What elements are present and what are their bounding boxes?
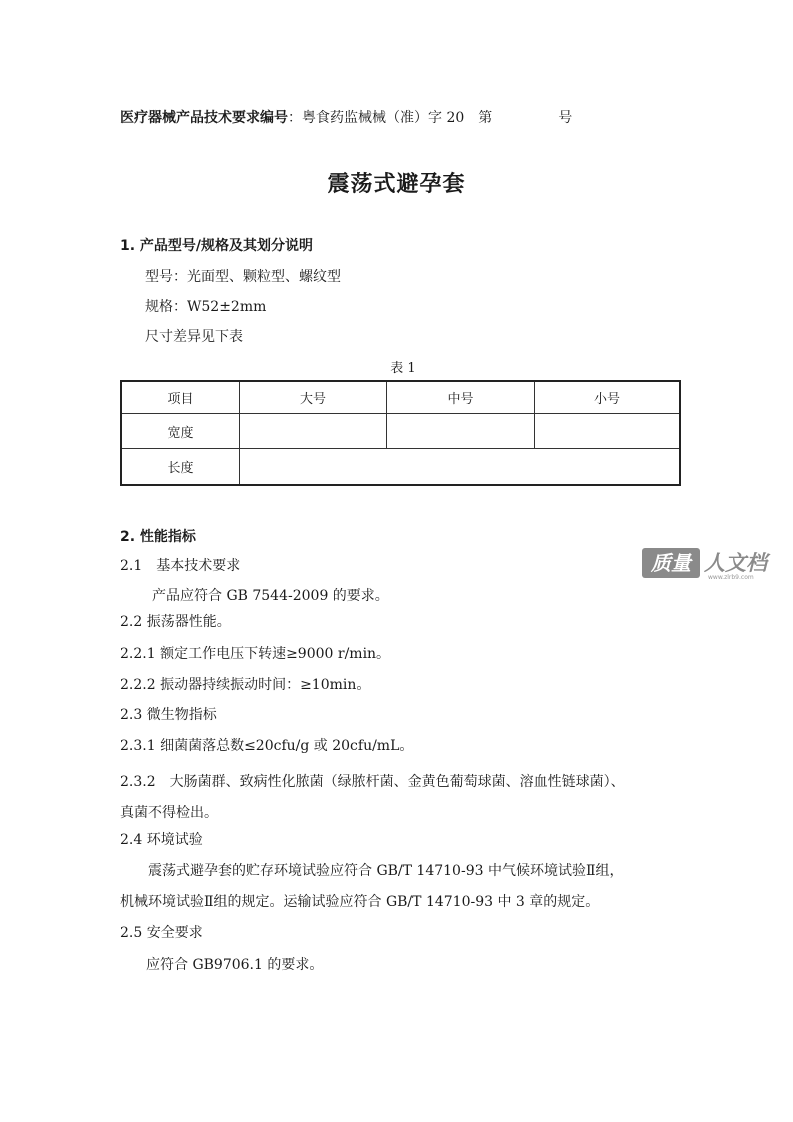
table-caption: 表 1 <box>390 361 416 376</box>
table-header-row <box>121 381 680 414</box>
document-title: 震荡式避孕套 <box>327 172 466 197</box>
text-line: 2.3 微生物指标 <box>120 707 217 723</box>
table-header-cell: 中号 <box>387 381 535 414</box>
text-line: 震荡式避孕套的贮存环境试验应符合 GB/T 14710-93 中气候环境试验Ⅱ组， <box>148 863 624 879</box>
text-line: 2.3.2 大肠菌群、致病性化脓菌（绿脓杆菌、金黄色葡萄球菌、溶血性链球菌）、 <box>120 774 625 790</box>
size-table <box>120 380 681 486</box>
spec-line: 规格：W52±2mm <box>145 299 267 315</box>
table-note: 尺寸差异见下表 <box>145 329 243 345</box>
header-colon: ： <box>288 110 302 126</box>
table-header-cell: 小号 <box>535 381 681 414</box>
technical-requirement-number <box>120 107 572 127</box>
watermark-text: 人文档 <box>704 551 767 575</box>
text-line: 产品应符合 GB 7544-2009 的要求。 <box>152 588 389 604</box>
text-line: 2.2.2 振动器持续振动时间：≥10min。 <box>120 677 371 693</box>
watermark-box: 质量 <box>642 548 700 578</box>
text-line: 应符合 GB9706.1 的要求。 <box>146 957 324 973</box>
text-line: 2.5 安全要求 <box>120 925 203 941</box>
table-header-cell: 大号 <box>240 381 387 414</box>
section-1-heading: 1. 产品型号/规格及其划分说明 <box>120 238 314 254</box>
watermark-url: www.zlrb9.com <box>708 574 754 581</box>
text-line: 2.1 基本技术要求 <box>120 558 241 574</box>
text-line: 2.2.1 额定工作电压下转速≥9000 r/min。 <box>120 646 391 662</box>
table-row-length <box>121 449 680 486</box>
model-line: 型号：光面型、颗粒型、螺纹型 <box>145 269 341 285</box>
table-cell <box>535 414 681 449</box>
text-line: 机械环境试验Ⅱ组的规定。运输试验应符合 GB/T 14710-93 中 3 章的规定。 <box>120 894 600 910</box>
text-line: 2.3.1 细菌菌落总数≤20cfu/g 或 20cfu/mL。 <box>120 738 414 754</box>
watermark-logo <box>642 548 782 580</box>
row-label: 宽度 <box>121 414 240 449</box>
section-2-heading: 2. 性能指标 <box>120 529 196 545</box>
text-line: 2.2 振荡器性能。 <box>120 614 231 630</box>
table-cell <box>240 449 681 486</box>
row-label: 长度 <box>121 449 240 486</box>
table-row-width <box>121 414 680 449</box>
header-value: 粤食药监械械（准）字 20 第 <box>302 110 493 126</box>
table-cell <box>240 414 387 449</box>
table-cell <box>387 414 535 449</box>
header-label: 医疗器械产品技术要求编号 <box>120 110 288 126</box>
text-line: 2.4 环境试验 <box>120 832 203 848</box>
table-header-cell: 项目 <box>121 381 240 414</box>
text-line: 真菌不得检出。 <box>120 805 218 821</box>
header-hao: 号 <box>558 110 573 126</box>
